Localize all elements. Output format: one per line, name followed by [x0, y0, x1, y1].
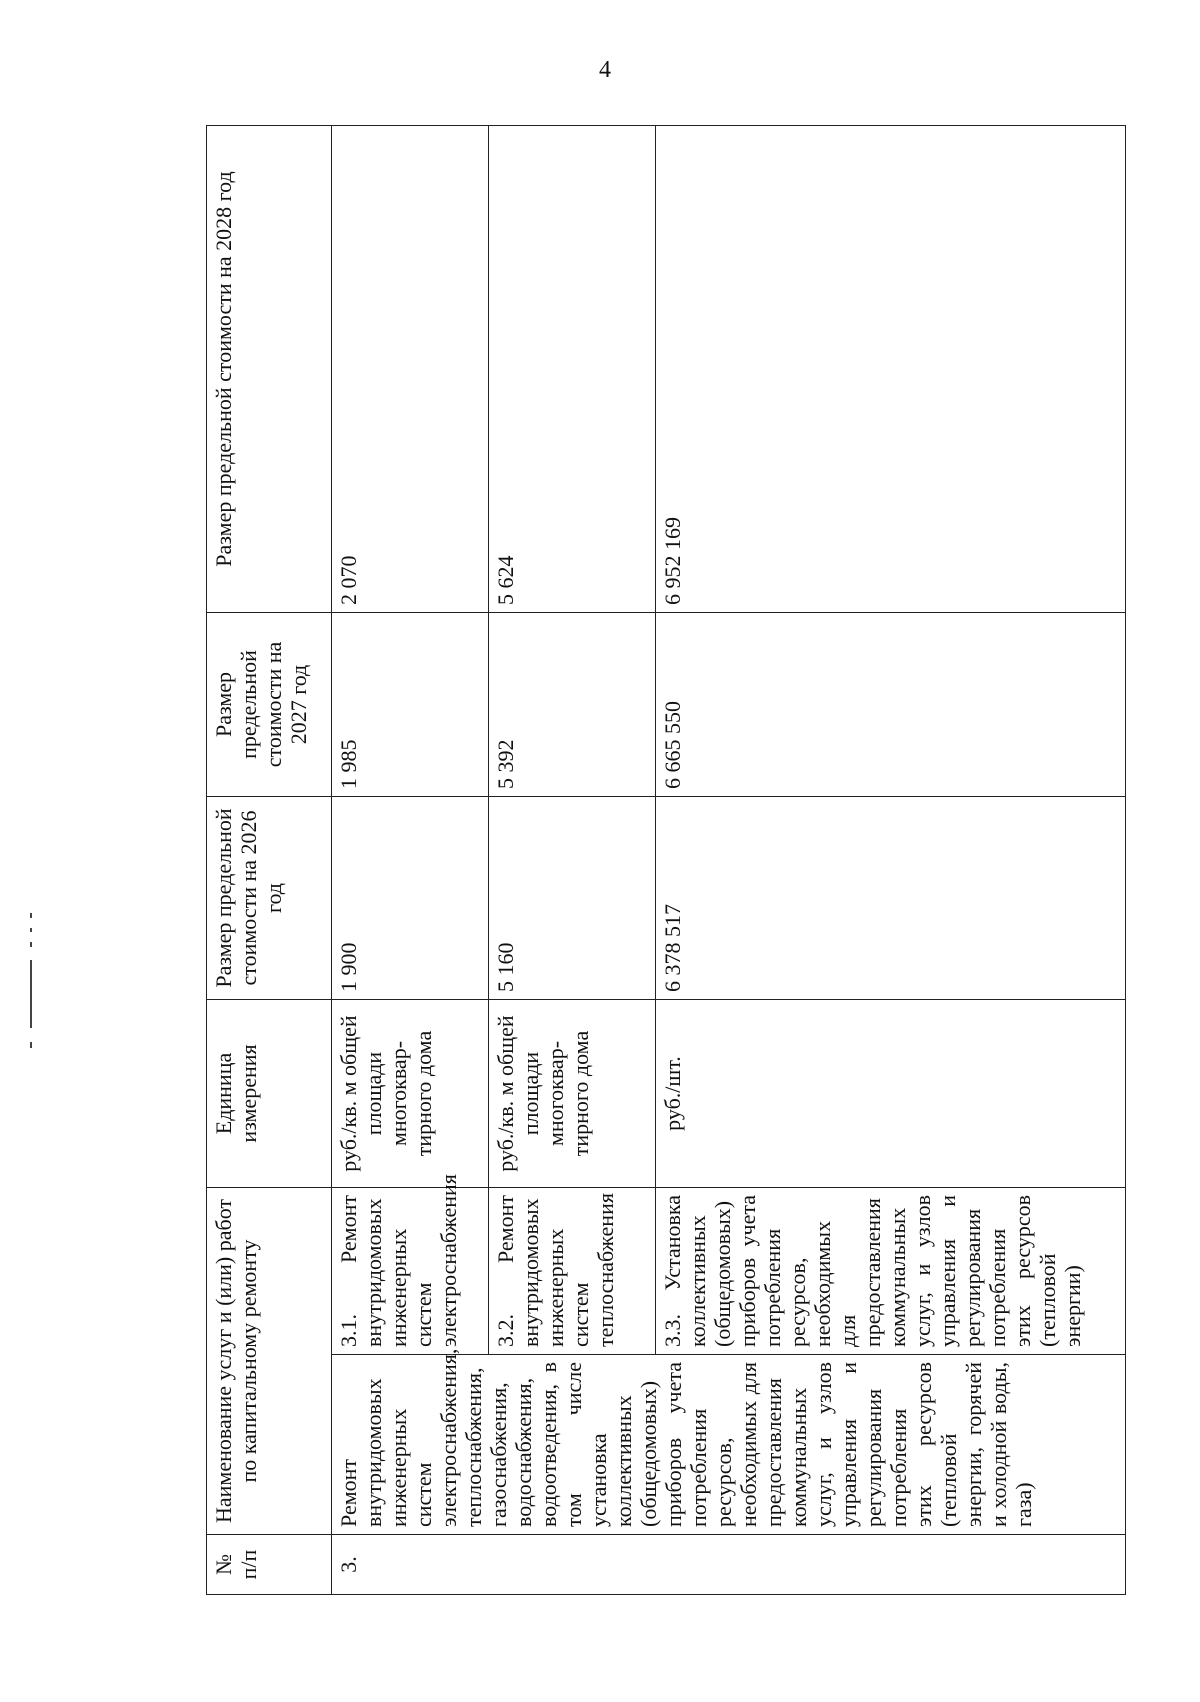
- cost-2027-cell: 6 665 550: [656, 613, 1126, 797]
- unit-cell: руб./кв. м общей площади многоквар-тирного дома: [489, 1000, 656, 1188]
- header-cost-2026: Размер предельной стоимости на 2026 год: [207, 797, 332, 1000]
- table-header-row: [207, 126, 332, 1595]
- table-row: [332, 126, 489, 1595]
- cost-2027-cell: 1 985: [332, 613, 489, 797]
- main-service-name: Ремонт внутридомовых инженерных систем электроснабжения, теплоснабжения, газоснабжения, водоснабжения, водоотведения, в том числе установка коллективных (общедомовых) приборов учета потребления ресурсов, необходимых для предоставления коммунальных услуг, и узлов управления и регулирования потребления этих ресурсов (тепловой энергии, горячей и холодной воды, газа): [332, 1355, 1126, 1535]
- cost-2028-cell: 5 624: [489, 126, 656, 613]
- margin-mark: [30, 928, 32, 932]
- sub-service-name: 3.2. Ремонт внутридомовых инженерных систем теплоснабжения: [489, 1188, 656, 1355]
- cost-2028-cell: 6 952 169: [656, 126, 1126, 613]
- cost-2028-cell: 2 070: [332, 126, 489, 613]
- cost-2027-cell: 5 392: [489, 613, 656, 797]
- unit-cell: руб./кв. м общей площади многоквар-тирного дома: [332, 1000, 489, 1188]
- header-service-name: Наименование услуг и (или) работ по капитальному ремонту: [207, 1188, 332, 1535]
- margin-mark: [30, 960, 32, 1028]
- header-cost-2028: Размер предельной стоимости на 2028 год: [207, 126, 332, 613]
- page-number: 4: [599, 57, 611, 83]
- margin-mark: [30, 1042, 32, 1048]
- header-unit: Единица измерения: [207, 1000, 332, 1188]
- cost-2026-cell: 5 160: [489, 797, 656, 1000]
- margin-mark: [30, 913, 32, 918]
- row-number: 3.: [332, 1535, 1126, 1595]
- header-cost-2027: Размер предельной стоимости на 2027 год: [207, 613, 332, 797]
- header-num: № п/п: [207, 1535, 332, 1595]
- margin-mark: [30, 942, 32, 947]
- sub-service-name: 3.3. Установка коллективных (общедомовых) приборов учета потребления ресурсов, необходимых для предоставления коммунальных услуг, и узлов управления и регулирования потребления этих ресурсов (тепловой энергии): [656, 1188, 1126, 1355]
- cost-2026-cell: 1 900: [332, 797, 489, 1000]
- cost-2026-cell: 6 378 517: [656, 797, 1126, 1000]
- unit-cell: руб./шт.: [656, 1000, 1126, 1188]
- sub-service-name: 3.1. Ремонт внутридомовых инженерных систем электроснабжения: [332, 1188, 489, 1355]
- cost-limits-table: [206, 125, 1126, 1595]
- rotated-table-container: [206, 125, 1126, 1595]
